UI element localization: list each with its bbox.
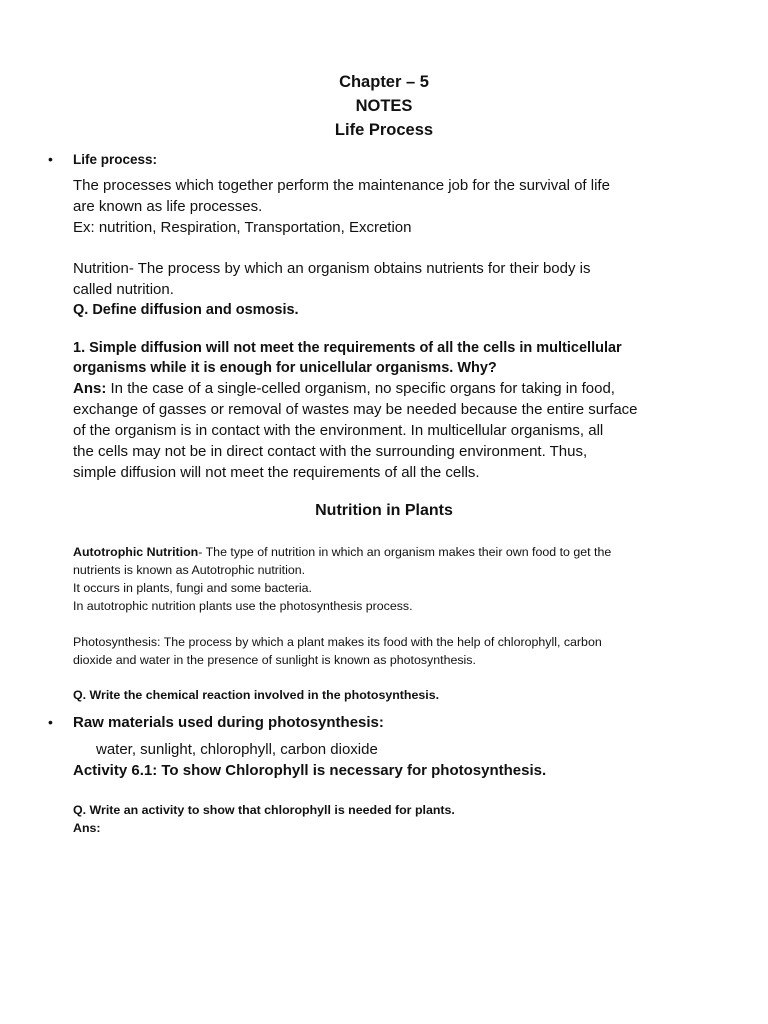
life-process-line: The processes which together perform the maintenance job for the survival of life: [73, 177, 610, 194]
page-title: Life Process: [334, 121, 434, 139]
nutrition-line: called nutrition.: [73, 281, 174, 298]
bullet-raw-materials: •: [48, 714, 53, 730]
question-activity-chlorophyll: Q. Write an activity to show that chlorophyll is needed for plants.: [73, 803, 455, 817]
answer-line: simple diffusion will not meet the requirements of all the cells.: [73, 464, 480, 481]
raw-materials-list: water, sunlight, chlorophyll, carbon dioxide: [96, 741, 378, 758]
chapter-heading: Chapter – 5: [339, 73, 429, 91]
nutrition-line: Nutrition- The process by which an organism obtains nutrients for their body is: [73, 260, 591, 277]
answer-line: of the organism is in contact with the environment. In multicellular organisms, all: [73, 422, 604, 439]
photosynthesis-line: Photosynthesis: The process by which a plant makes its food with the help of chlorophyll, carbon: [73, 635, 602, 649]
life-process-line: Ex: nutrition, Respiration, Transportation, Excretion: [73, 219, 412, 236]
autotrophic-text: - The type of nutrition in which an organism makes their own food to get the: [198, 545, 612, 559]
question-simple-diffusion: organisms while it is enough for unicellular organisms. Why?: [73, 360, 497, 376]
section-title-nutrition-plants: Nutrition in Plants: [315, 502, 453, 519]
notes-heading: NOTES: [355, 97, 413, 115]
raw-materials-heading: Raw materials used during photosynthesis:: [73, 714, 384, 731]
bullet-life-process: •: [48, 151, 53, 167]
life-process-line: are known as life processes.: [73, 198, 263, 215]
answer-label: Ans:: [73, 821, 101, 835]
autotrophic-first-line: [73, 545, 611, 560]
life-process-heading: Life process:: [73, 152, 158, 167]
autotrophic-label: Autotrophic Nutrition: [73, 545, 199, 559]
answer-line: the cells may not be in direct contact with the surrounding environment. Thus,: [73, 443, 588, 460]
question-chemical-reaction: Q. Write the chemical reaction involved in the photosynthesis.: [73, 688, 440, 702]
answer-first-line: [73, 380, 615, 398]
answer-line: exchange of gasses or removal of wastes may be needed because the entire surface: [73, 401, 638, 418]
answer-text: In the case of a single-celled organism, no specific organs for taking in food,: [106, 380, 615, 397]
question-diffusion-osmosis: Q. Define diffusion and osmosis.: [73, 302, 299, 318]
autotrophic-line: In autotrophic nutrition plants use the photosynthesis process.: [73, 599, 413, 613]
activity-heading: Activity 6.1: To show Chlorophyll is necessary for photosynthesis.: [73, 762, 547, 779]
autotrophic-line: nutrients is known as Autotrophic nutrition.: [73, 563, 306, 577]
answer-label: Ans:: [73, 380, 107, 397]
photosynthesis-line: dioxide and water in the presence of sunlight is known as photosynthesis.: [73, 653, 476, 667]
autotrophic-line: It occurs in plants, fungi and some bacteria.: [73, 581, 312, 595]
question-simple-diffusion: 1. Simple diffusion will not meet the requirements of all the cells in multicellular: [73, 340, 622, 356]
